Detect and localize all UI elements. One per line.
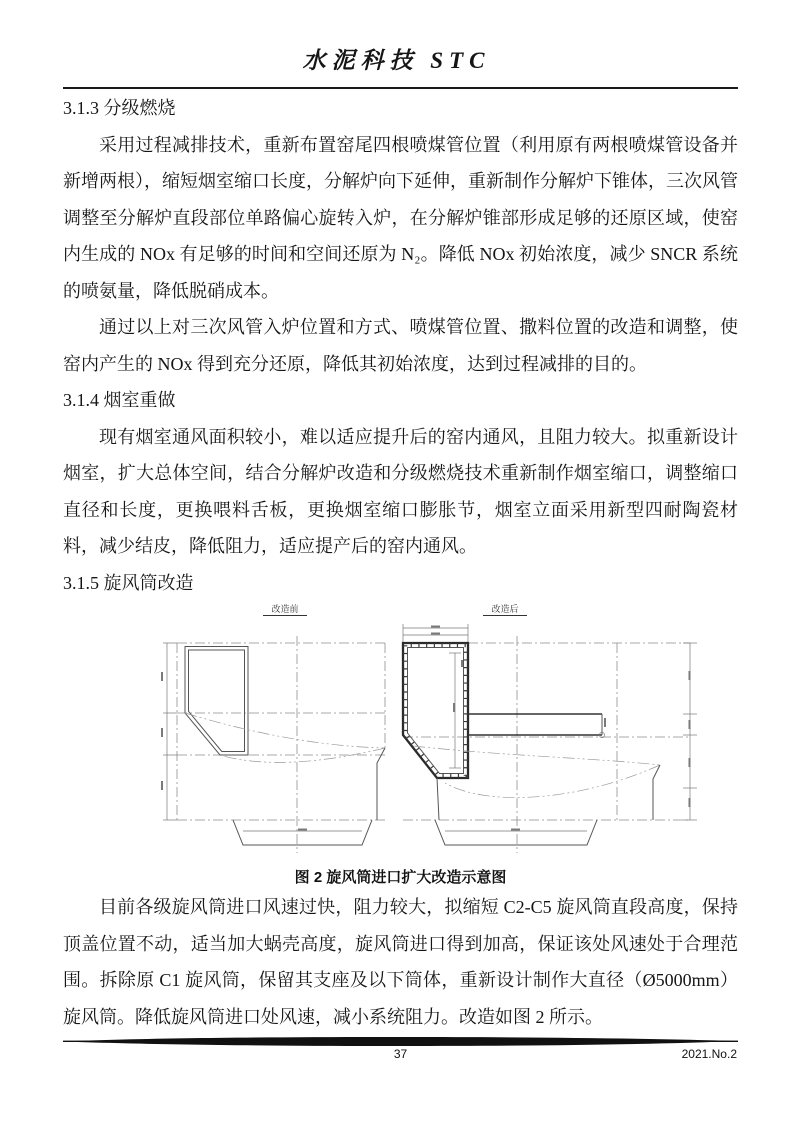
section-heading-314: 3.1.4 烟室重做: [63, 390, 176, 410]
issue-number: 2021.No.2: [681, 1047, 737, 1061]
body-text: [63, 90, 738, 601]
figure-label-before: 改造前: [271, 604, 299, 614]
paragraph: 采用过程减排技术，重新布置窑尾四根喷煤管位置（利用原有两根喷煤管设备并新增两根），缩短烟室缩口长度，分解炉向下延伸，重新制作分解炉下锥体，三次风管调整至分解炉直段部位单路偏心旋转入炉，在分解炉锥部形成足够的还原区域，使窑内生成的 NOx 有足够的时间和空间还原为 N₂。降低 NOx 初始浓度，减少 SNCR 系统的喷氨量，降低脱硝成本。: [63, 134, 738, 301]
section-heading-313: 3.1.3 分级燃烧: [63, 98, 176, 118]
figure-2: [145, 598, 715, 860]
footer-rule: [63, 1035, 738, 1047]
cyclone-inlet-diagram: [145, 598, 715, 860]
paragraph: 现有烟室通风面积较小，难以适应提升后的窑内通风，且阻力较大。拟重新设计烟室，扩大总体空间，结合分解炉改造和分级燃烧技术重新制作烟室缩口，调整缩口直径和长度，更换喂料舌板，更换烟室缩口膨胀节，烟室立面采用新型四耐陶瓷材料，减少结皮，降低阻力，适应提产后的窑内通风。: [63, 426, 738, 556]
paragraph: 通过以上对三次风管入炉位置和方式、喷煤管位置、撒料位置的改造和调整，使窑内产生的 NOx 得到充分还原，降低其初始浓度，达到过程减排的目的。: [63, 317, 738, 374]
figure-caption: 图 2 旋风筒进口扩大改造示意图: [294, 869, 507, 886]
figure-after-drawing: [403, 603, 697, 853]
figure-before-drawing: [161, 603, 385, 853]
section-heading-315: 3.1.5 旋风筒改造: [63, 572, 194, 593]
header-rule: [63, 87, 738, 89]
paragraph: 目前各级旋风筒进口风速过快，阻力较大，拟缩短 C2-C5 旋风筒直段高度，保持顶盖位置不动，适当加大蜗壳高度，旋风筒进口得到加高，保证该处风速处于合理范围。拆除原 C1 旋风筒，保留其支座及以下筒体，重新设计制作大直径（Ø5000mm）旋风筒。降低旋风筒进口处风速，减小系统阻力。改造如图 2 所示。: [63, 897, 738, 1027]
figure-label-after: 改造后: [491, 604, 519, 614]
journal-title: 水泥科技 STC: [302, 48, 491, 73]
page-number: 37: [393, 1047, 408, 1061]
after-figure-text: [63, 889, 738, 1035]
